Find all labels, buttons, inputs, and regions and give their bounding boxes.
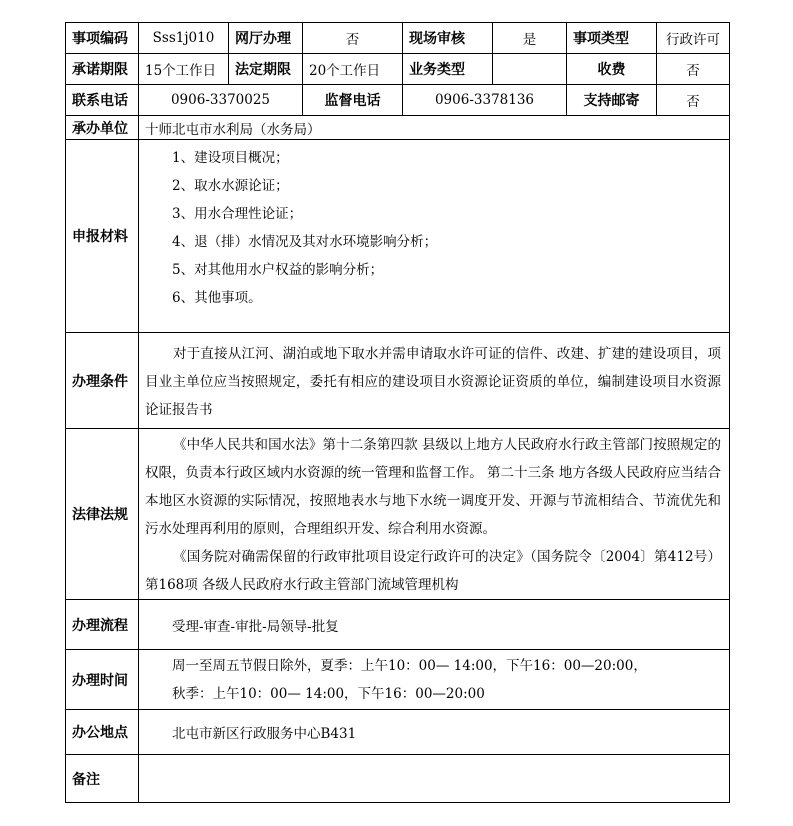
- row-process: [66, 600, 730, 650]
- onsite-review-label: 现场审核: [403, 23, 493, 54]
- materials-list: [139, 140, 730, 333]
- material-item: 6、其他事项。: [172, 290, 262, 306]
- row-hours: [66, 650, 730, 710]
- location-label: 办公地点: [66, 710, 139, 755]
- fee-value: 否: [657, 54, 730, 85]
- legal-period-label: 法定期限: [229, 54, 303, 85]
- row-materials: [66, 140, 730, 333]
- hours-cell: [139, 650, 730, 710]
- process-value: 受理-审查-审批-局领导-批复: [139, 600, 730, 650]
- row-location: [66, 710, 730, 755]
- mail-support-value: 否: [657, 85, 730, 116]
- row-remark: [66, 755, 730, 803]
- remark-label: 备注: [66, 755, 139, 803]
- material-item: 3、用水合理性论证；: [172, 206, 303, 222]
- item-type-value: 行政许可: [657, 23, 730, 54]
- supervise-phone-label: 监督电话: [303, 85, 403, 116]
- mail-support-label: 支持邮寄: [567, 85, 657, 116]
- online-handling-value: 否: [303, 23, 403, 54]
- item-type-label: 事项类型: [567, 23, 657, 54]
- hours-label: 办理时间: [66, 650, 139, 710]
- remark-value: [139, 755, 730, 803]
- contact-phone-value: 0906-3370025: [139, 85, 303, 116]
- row-unit: [66, 116, 730, 140]
- business-type-value: [493, 54, 567, 85]
- promise-period-label: 承诺期限: [66, 54, 139, 85]
- fee-label: 收费: [567, 54, 657, 85]
- material-item: 5、对其他用水户权益的影响分析；: [172, 262, 384, 278]
- row-contacts: [66, 85, 730, 116]
- material-item: 1、建设项目概况；: [172, 150, 289, 166]
- law-label: 法律法规: [66, 429, 139, 600]
- handling-unit-value: 十师北屯市水利局（水务局）: [139, 116, 730, 140]
- process-label: 办理流程: [66, 600, 139, 650]
- material-item: 2、取水水源论证；: [172, 178, 289, 194]
- row-deadlines: [66, 54, 730, 85]
- contact-phone-label: 联系电话: [66, 85, 139, 116]
- law-paragraph: 《中华人民共和国水法》第十二条第四款 县级以上地方人民政府水行政主管部门按照规定的权限，负责本行政区域内水资源的统一管理和监督工作。 第二十三条 地方各级人民政府应当结合本地区水资源的实际情况，按照地表水与地下水统一调度开发、开源与节流相结合、节流优先和污水处理再利用的原则，合理组织开发、综合利用水资源。: [145, 437, 721, 537]
- conditions-text: 对于直接从江河、湖泊或地下取水并需申请取水许可证的信件、改建、扩建的建设项目，项目业主单位应当按照规定，委托有相应的建设项目水资源论证资质的单位，编制建设项目水资源论证报告书: [145, 345, 721, 418]
- row-law: [66, 429, 730, 600]
- online-handling-label: 网厅办理: [229, 23, 303, 54]
- hours-line: 秋季：上午10：00— 14:00，下午16：00—20:00: [172, 685, 485, 702]
- business-type-label: 业务类型: [403, 54, 493, 85]
- hours-line: 周一至周五节假日除外，夏季：上午10：00— 14:00，下午16：00—20:00，: [172, 657, 647, 674]
- material-item: 4、退（排）水情况及其对水环境影响分析；: [172, 234, 438, 250]
- onsite-review-value: 是: [493, 23, 567, 54]
- conditions-label: 办理条件: [66, 333, 139, 429]
- service-item-table: [65, 22, 730, 803]
- location-value: 北屯市新区行政服务中心B431: [139, 710, 730, 755]
- row-basic-info: [66, 23, 730, 54]
- supervise-phone-value: 0906-3378136: [403, 85, 567, 116]
- conditions-cell: [139, 333, 730, 429]
- item-code-label: 事项编码: [66, 23, 139, 54]
- materials-label: 申报材料: [66, 140, 139, 333]
- row-conditions: [66, 333, 730, 429]
- law-paragraph: 《国务院对确需保留的行政审批项目设定行政许可的决定》（国务院令〔2004〕第412号）第168项 各级人民政府水行政主管部门流域管理机构: [145, 549, 721, 593]
- item-code-value: Sss1j010: [139, 23, 229, 54]
- promise-period-value: 15个工作日: [139, 54, 229, 85]
- legal-period-value: 20个工作日: [303, 54, 403, 85]
- law-cell: [139, 429, 730, 600]
- handling-unit-label: 承办单位: [66, 116, 139, 140]
